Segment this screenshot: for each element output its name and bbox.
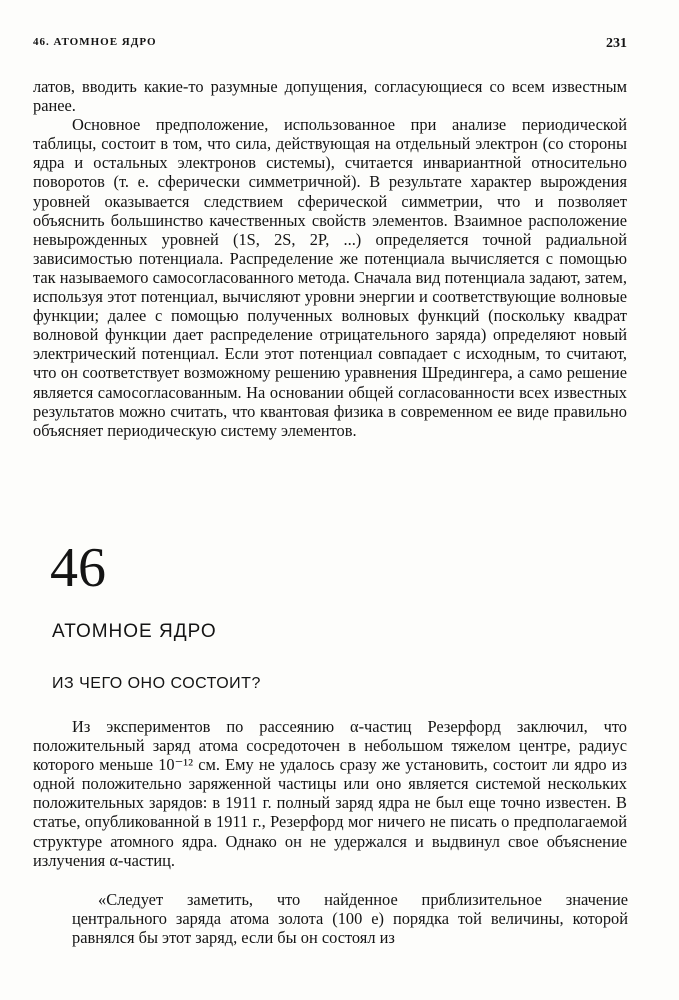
running-title: 46. АТОМНОЕ ЯДРО [33, 36, 157, 48]
quotation-block [72, 890, 628, 948]
quotation-text: «Следует заметить, что найденное приблизительное значение центрального заряда атома золота (100 e) порядка той величины, которой равнялся бы этот заряд, если бы он состоял из [72, 890, 628, 948]
text-block-top [33, 77, 627, 440]
chapter-number: 46 [50, 537, 106, 599]
paragraph-periodic-table: Основное предположение, использованное при анализе периодической таблицы, состоит в том, что сила, действующая на отдельный электрон (со стороны ядра и остальных электронов системы), считается инвариантной относительно поворотов (т. е. сферически симметричной). В результате характер вырождения уровней оказывается следствием сферической симметрии, что и позволяет объяснить большинство качественных свойств элементов. Взаимное расположение невырожденных уровней (1S, 2S, 2P, ...) определяется точной радиальной зависимостью потенциала. Распределение же потенциала вычисляется с помощью так называемого самосогласованного метода. Сначала вид потенциала задают, затем, используя этот потенциал, вычисляют уровни энергии и соответствующие волновые функции; далее с помощью полученных волновых функций (поскольку квадрат волновой функции дает распределение отрицательного заряда) определяют новый электрический потенциал. Если этот потенциал совпадает с исходным, то считают, что он соответствует возможному решению уравнения Шредингера, а само решение является самосогласованным. На основании общей согласованности всех известных результатов можно считать, что квантовая физика в современном ее виде правильно объясняет периодическую систему элементов. [33, 115, 627, 440]
text-block-nucleus [33, 717, 627, 870]
paragraph-continuation: латов, вводить какие-то разумные допущения, согласующиеся со всем известным ранее. [33, 77, 627, 116]
running-header [33, 36, 627, 52]
page-number: 231 [606, 36, 627, 51]
chapter-title: АТОМНОЕ ЯДРО [52, 621, 217, 642]
section-title: ИЗ ЧЕГО ОНО СОСТОИТ? [52, 675, 261, 692]
paragraph-rutherford: Из экспериментов по рассеянию α-частиц Резерфорд заключил, что положительный заряд атома сосредоточен в небольшом тяжелом центре, радиус которого меньше 10⁻¹² см. Ему не удалось сразу же установить, состоит ли ядро из одной положительно заряженной частицы или оно является системой нескольких положительных зарядов: в 1911 г. полный заряд ядра не был еще точно известен. В статье, опубликованной в 1911 г., Резерфорд мог ничего не писать о предполагаемой структуре атомного ядра. Однако он не удержался и выдвинул свое объяснение излучения α-частиц. [33, 717, 627, 870]
